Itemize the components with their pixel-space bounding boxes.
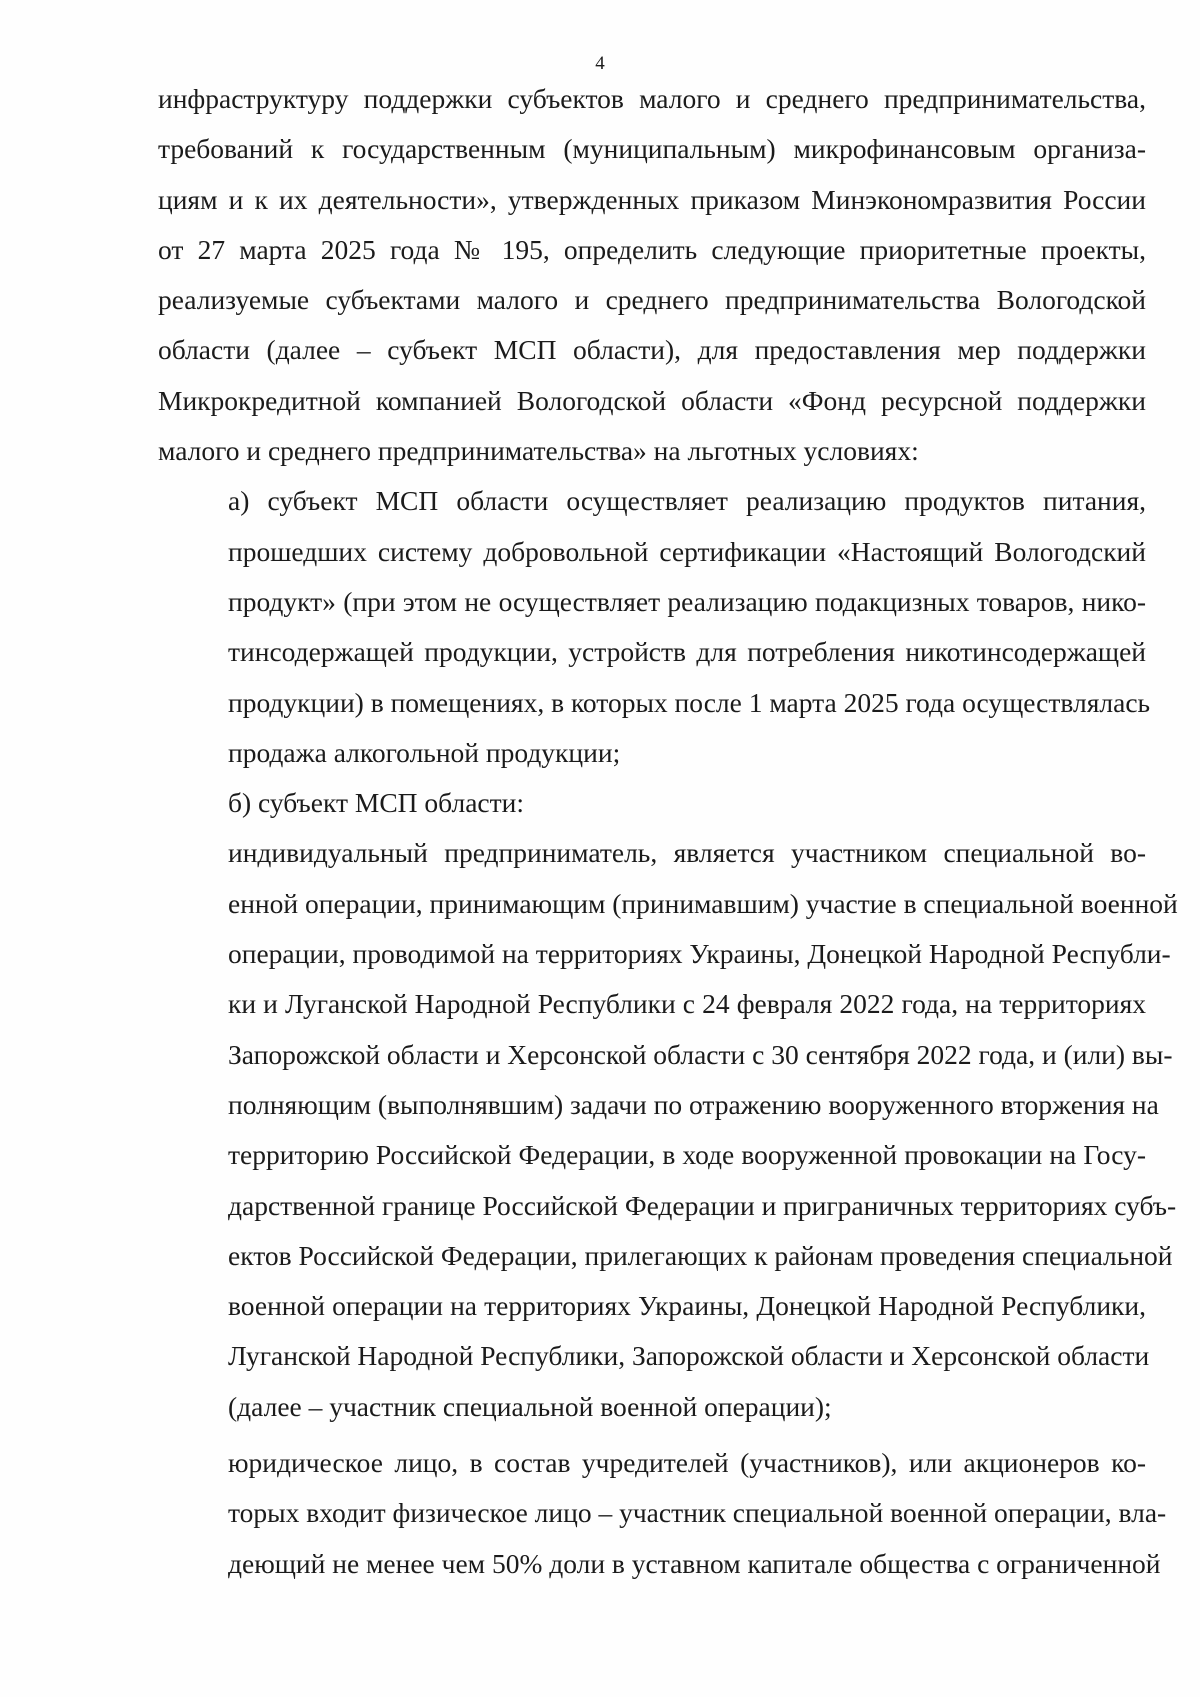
text-line: а) субъект МСП области осуществляет реализацию продуктов питания, — [228, 485, 1146, 517]
text-line: Микрокредитной компанией Вологодской области «Фонд ресурсной поддержки — [158, 384, 1146, 416]
text-line: циям и к их деятельности», утвержденных приказом Минэкономразвития России — [158, 183, 1146, 215]
paragraph — [158, 1438, 1167, 1589]
text-line: юридическое лицо, в состав учредителей (участников), или акционеров ко- — [228, 1447, 1146, 1479]
text-line: деющий не менее чем 50% доли в уставном капитале общества с ограниченной — [228, 1547, 1161, 1579]
text-line: прошедших систему добровольной сертификации «Настоящий Вологодский — [228, 535, 1146, 567]
text-line: продукции) в помещениях, в которых после 1 марта 2025 года осуществлялась — [228, 686, 1151, 718]
text-line: от 27 марта 2025 года № 195, определить следующие приоритетные проекты, — [158, 233, 1146, 265]
paragraph — [158, 778, 1146, 828]
text-line: военной операции на территориях Украины, Донецкой Народной Республики, — [228, 1290, 1146, 1322]
text-line: торых входит физическое лицо – участник специальной военной операции, вла- — [228, 1497, 1167, 1529]
text-line: малого и среднего предпринимательства» на льготных условиях: — [158, 435, 919, 467]
text-line: инфраструктуру поддержки субъектов малого и среднего предпринимательства, — [158, 83, 1146, 114]
paragraph — [158, 74, 1146, 476]
text-line: (далее – участник специальной военной операции); — [228, 1390, 832, 1422]
text-line: Луганской Народной Республики, Запорожской области и Херсонской области — [228, 1340, 1150, 1372]
text-line: продукт» (при этом не осуществляет реализацию подакцизных товаров, нико- — [228, 585, 1146, 617]
text-line: продажа алкогольной продукции; — [228, 736, 621, 768]
text-line: полняющим (выполнявшим) задачи по отражению вооруженного вторжения на — [228, 1088, 1159, 1120]
page-number: 4 — [595, 53, 605, 74]
text-line: ки и Луганской Народной Республики с 24 февраля 2022 года, на территориях — [228, 988, 1146, 1020]
text-line: области (далее – субъект МСП области), для предоставления мер поддержки — [158, 334, 1146, 366]
text-line: ектов Российской Федерации, прилегающих к районам проведения специальной — [228, 1239, 1173, 1271]
text-line: индивидуальный предприниматель, является участником специальной во- — [228, 837, 1146, 869]
text-line: Запорожской области и Херсонской области с 30 сентября 2022 года, и (или) вы- — [228, 1038, 1173, 1070]
text-line: енной операции, принимающим (принимавшим) участие в специальной военной — [228, 887, 1178, 919]
document-body — [158, 74, 1178, 1589]
text-line: реализуемые субъектами малого и среднего предпринимательства Вологодской — [158, 284, 1146, 316]
text-line: дарственной границе Российской Федерации и приграничных территориях субъ- — [228, 1189, 1177, 1221]
text-line: операции, проводимой на территориях Украины, Донецкой Народной Республи- — [228, 938, 1171, 970]
text-line: территорию Российской Федерации, в ходе вооруженной провокации на Госу- — [228, 1139, 1146, 1171]
text-line: требований к государственным (муниципальным) микрофинансовым организа- — [158, 133, 1146, 165]
text-line: б) субъект МСП области: — [228, 787, 524, 819]
text-line: тинсодержащей продукции, устройств для потребления никотинсодержащей — [228, 636, 1146, 668]
paragraph — [158, 476, 1151, 778]
paragraph — [158, 828, 1178, 1432]
